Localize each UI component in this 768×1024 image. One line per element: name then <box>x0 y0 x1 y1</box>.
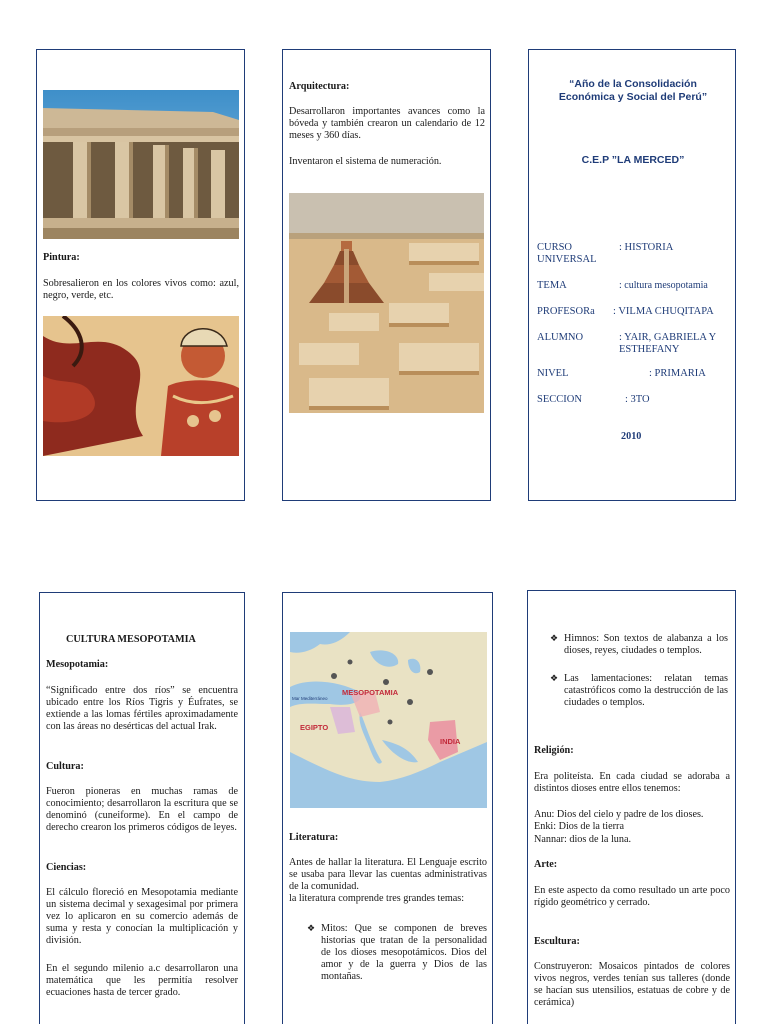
mesopotamia-heading: Mesopotamia: <box>46 659 109 670</box>
mesopotamia-text: “Significado entre dos ríos” se encuentra ubicado entre los Ríos Tigris y Éufrates, se extiende a las lomas fértiles aproximadamente con las áreas no desérticas del actual Irak. <box>46 685 238 733</box>
ciencias-heading: Ciencias: <box>46 862 87 873</box>
god-nannar: Nannar: dios de la luna. <box>534 834 632 845</box>
minoan-fresco-painting <box>43 316 239 456</box>
profesora-value: : VILMA CHUQITAPA <box>613 306 714 317</box>
panel-arquitectura <box>282 49 491 501</box>
year-label: 2010 <box>621 431 642 442</box>
god-anu: Anu: Dios del cielo y padre de los dioses. <box>534 809 704 820</box>
pintura-heading: Pintura: <box>43 252 80 263</box>
curso-label: CURSO UNIVERSAL <box>537 242 597 266</box>
nivel-value: : PRIMARIA <box>649 368 706 379</box>
profesora-label: PROFESORa <box>537 306 595 317</box>
nivel-label: NIVEL <box>537 368 569 379</box>
map-label-mediterraneo: Mar Mediterráneo <box>292 696 328 701</box>
mitos-item: ❖ Mitos: Que se componen de breves historias que tratan de la personalidad de los dioses mesopotámicos. Dios del amor y de la guerra y Dios de las montañas. <box>307 923 487 983</box>
lamentaciones-item: ❖ Las lamentaciones: relatan temas catastróficos como la destrucción de las ciudades o templos. <box>550 673 728 709</box>
info-curso <box>537 242 727 272</box>
caryatid-temple-photo <box>43 90 239 239</box>
cultura-heading: Cultura: <box>46 761 84 772</box>
ciencias-text: El cálculo floreció en Mesopotamia mediante un sistema decimal y sexagesimal por primera vez lo aplicaron en su comercio además de suma y resta y conocían la multiplicación y división. <box>46 887 238 947</box>
god-enki: Enki: Dios de la tierra <box>534 821 624 832</box>
map-label-egipto: EGIPTO <box>300 723 329 732</box>
alumno-label: ALUMNO <box>537 332 584 343</box>
seccion-value: : 3TO <box>625 394 650 405</box>
cultura-title: CULTURA MESOPOTAMIA <box>66 634 196 645</box>
map-label-mesopotamia: MESOPOTAMIA <box>342 688 399 697</box>
arte-text: En este aspecto da como resultado un arte poco rígido geométrico y cerrado. <box>534 885 730 909</box>
literatura-heading: Literatura: <box>289 832 339 843</box>
ziggurat-city-illustration <box>289 193 484 413</box>
escultura-heading: Escultura: <box>534 936 580 947</box>
literatura-temas: la literatura comprende tres grandes temas: <box>289 893 465 904</box>
escultura-text: Construyeron: Mosaicos pintados de colores vivos negros, verdes tenían sus talleres (donde se hacían sus utensilios, estatuas de cobre y de cerámica) <box>534 961 730 1009</box>
temas-list <box>550 633 728 709</box>
arquitectura-text: Desarrollaron importantes avances como la bóveda y también crearon un calendario de 12 meses y 360 días. <box>289 106 485 142</box>
numeracion-text: Inventaron el sistema de numeración. <box>289 156 442 167</box>
arquitectura-heading: Arquitectura: <box>289 81 350 92</box>
pintura-text: Sobresalieron en los colores vivos como: azul, negro, verde, etc. <box>43 278 239 302</box>
info-alumno <box>537 332 727 360</box>
tema-label: TEMA <box>537 280 567 291</box>
panel-pintura <box>36 49 245 501</box>
motto-heading: “Año de la Consolidación Económica y Social del Perú” <box>558 78 708 103</box>
literatura-text: Antes de hallar la literatura. El Lenguaje escrito se usaba para llevar las cuentas administrativas de la comunidad. <box>289 857 487 893</box>
panel-religion <box>527 590 736 1024</box>
ciencias-text-2: En el segundo milenio a.c desarrollaron una matemática que les permitía resolver ecuaciones hasta de tercer grado. <box>46 963 238 999</box>
map-label-india: INDIA <box>440 737 461 746</box>
panel-cultura <box>39 592 245 1024</box>
arte-heading: Arte: <box>534 859 558 870</box>
himnos-item: ❖ Himnos: Son textos de alabanza a los dioses, reyes, ciudades o templos. <box>550 633 728 657</box>
panel-portada <box>528 49 736 501</box>
alumno-value: : YAIR, GABRIELA Y ESTHEFANY <box>619 332 716 356</box>
panel-literatura <box>282 592 493 1024</box>
ancient-world-map <box>290 632 487 808</box>
religion-heading: Religión: <box>534 745 574 756</box>
literatura-list <box>307 923 487 983</box>
religion-text: Era politeísta. En cada ciudad se adoraba a distintos dioses entre ellos tenemos: <box>534 771 730 795</box>
tema-value: : cultura mesopotamia <box>619 280 708 291</box>
school-name: C.E.P ”LA MERCED” <box>581 154 685 166</box>
cultura-text: Fueron pioneras en muchas ramas de conocimiento; desarrollaron la escritura que se denominó (cuneiforme). En el campo de derecho crearon los primeros códigos de leyes. <box>46 786 238 834</box>
seccion-label: SECCION <box>537 394 582 405</box>
curso-value: : HISTORIA <box>619 242 674 253</box>
